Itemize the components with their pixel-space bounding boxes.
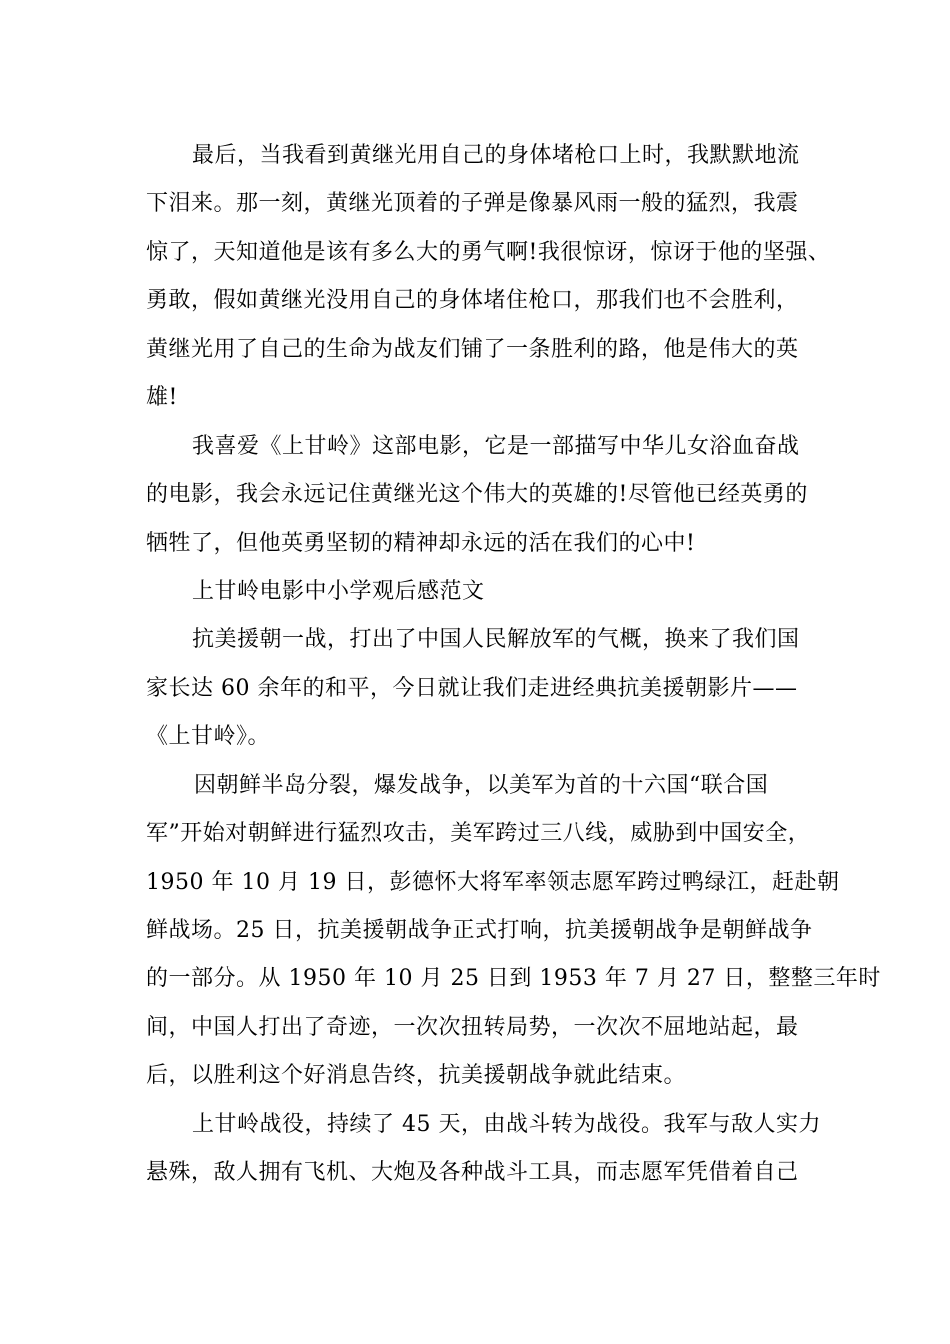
text-line: 《上甘岭》。 [146,724,271,750]
text-line: 间，中国人打出了奇迹，一次次扭转局势，一次次不屈地站起，最 [146,1014,799,1040]
text-line: 军”开始对朝鲜进行猛烈攻击，美军跨过三八线，威胁到中国安全， [146,821,811,847]
text-line: 的电影，我会永远记住黄继光这个伟大的英雄的!尽管他已经英勇的 [146,482,808,508]
text-line: 悬殊，敌人拥有飞机、大炮及各种战斗工具，而志愿军凭借着自己 [146,1160,799,1186]
text-line: 黄继光用了自己的生命为战友们铺了一条胜利的路，他是伟大的英 [146,336,799,362]
text-line: 家长达 60 余年的和平，今日就让我们走进经典抗美援朝影片—— [146,675,798,701]
text-line: 后，以胜利这个好消息告终，抗美援朝战争就此结束。 [146,1063,687,1089]
text-line: 鲜战场。25 日，抗美援朝战争正式打响，抗美援朝战争是朝鲜战争 [146,918,813,943]
text-line: 我喜爱《上甘岭》这部电影，它是一部描写中华儿女浴血奋战 [192,433,800,459]
body-text [146,132,881,1198]
text-line: 下泪来。那一刻，黄继光顶着的子弹是像暴风雨一般的猛烈，我震 [146,191,799,217]
text-line: 最后，当我看到黄继光用自己的身体堵枪口上时，我默默地流 [192,143,800,168]
text-line: 惊了，天知道他是该有多么大的勇气啊!我很惊讶，惊讶于他的坚强、 [146,239,831,265]
text-line: 因朝鲜半岛分裂，爆发战争，以美军为首的十六国“联合国 [194,772,769,798]
section-heading: 上甘岭电影中小学观后感范文 [192,578,485,604]
text-line: 的一部分。从 1950 年 10 月 25 日到 1953 年 7 月 27 日，整整三年时 [146,966,881,992]
text-line: 牺牲了，但他英勇坚韧的精神却永远的活在我们的心中! [146,530,696,556]
text-line: 雄! [146,385,178,411]
text-line: 上甘岭战役，持续了 45 天，由战斗转为战役。我军与敌人实力 [192,1111,821,1137]
text-line: 1950 年 10 月 19 日，彭德怀大将军率领志愿军跨过鸭绿江，赶赴朝 [146,869,840,895]
text-line: 勇敢，假如黄继光没用自己的身体堵住枪口，那我们也不会胜利， [146,288,799,314]
text-line: 抗美援朝一战，打出了中国人民解放军的气概，换来了我们国 [192,627,800,653]
